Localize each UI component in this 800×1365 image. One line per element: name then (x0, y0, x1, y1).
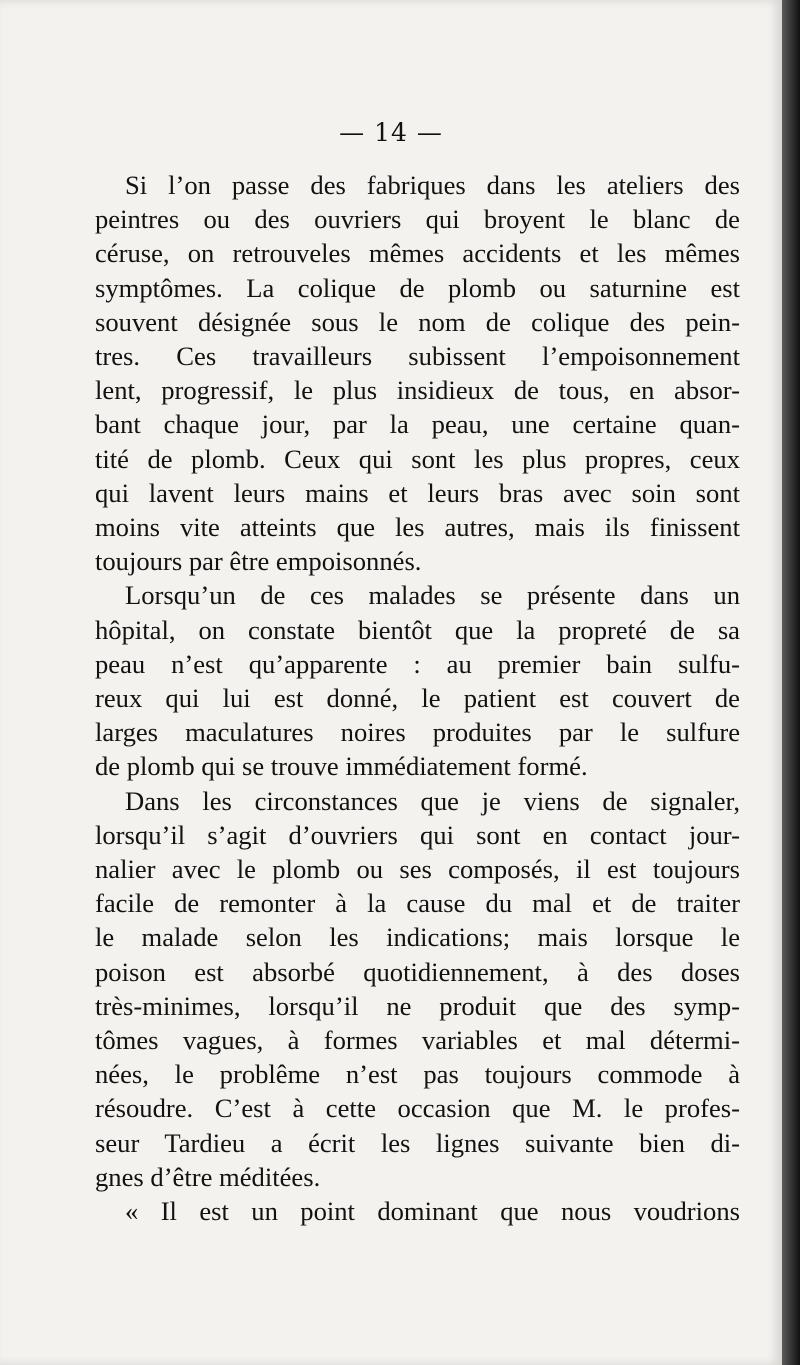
body-text (95, 168, 740, 1228)
text-line: larges maculatures noires produites par le sulfure (95, 717, 740, 748)
text-line: peau n’est qu’apparente : au premier bain sulfu- (95, 648, 740, 679)
text-line: céruse, on retrouveles mêmes accidents et les mêmes (95, 238, 740, 269)
page-number: — 14 — (339, 118, 443, 147)
text-line: moins vite atteints que les autres, mais ils finissent (95, 512, 740, 543)
text-line: tômes vagues, à formes variables et mal détermi- (95, 1025, 740, 1056)
text-line: poison est absorbé quotidiennement, à des doses (95, 956, 740, 987)
text-line: tres. Ces travailleurs subissent l’empoisonnement (95, 341, 740, 372)
text-line: nées, le problême n’est pas toujours commode à (95, 1059, 740, 1090)
text-line: seur Tardieu a écrit les lignes suivante bien di- (95, 1127, 740, 1158)
text-line: tité de plomb. Ceux qui sont les plus propres, ceux (95, 443, 740, 474)
text-line: nalier avec le plomb ou ses composés, il est toujours (95, 854, 740, 885)
text-line: souvent désignée sous le nom de colique des pein- (95, 306, 740, 337)
text-line: reux qui lui est donné, le patient est couvert de (95, 683, 740, 714)
text-line: lent, progressif, le plus insidieux de tous, en absor- (95, 375, 740, 406)
text-line: bant chaque jour, par la peau, une certaine quan- (95, 409, 740, 440)
text-line: peintres ou des ouvriers qui broyent le blanc de (95, 204, 740, 235)
text-line: facile de remonter à la cause du mal et de traiter (95, 888, 740, 919)
text-line: Dans les circonstances que je viens de signaler, (125, 785, 740, 816)
text-line: gnes d’être méditées. (95, 1161, 321, 1192)
text-line: symptômes. La colique de plomb ou saturnine est (95, 272, 740, 303)
text-line: le malade selon les indications; mais lorsque le (95, 922, 740, 953)
text-line: très-minimes, lorsqu’il ne produit que des symp- (95, 990, 740, 1021)
text-line: de plomb qui se trouve immédiatement formé. (95, 751, 588, 782)
text-line: résoudre. C’est à cette occasion que M. le profes- (95, 1093, 740, 1124)
text-line: qui lavent leurs mains et leurs bras avec soin sont (95, 477, 740, 508)
text-line: Si l’on passe des fabriques dans les ateliers des (125, 170, 740, 200)
text-line: lorsqu’il s’agit d’ouvriers qui sont en contact jour- (95, 819, 740, 850)
text-line: toujours par être empoisonnés. (95, 546, 422, 577)
text-line: Lorsqu’un de ces malades se présente dans un (125, 580, 740, 611)
page-edge-shadow (782, 0, 800, 1365)
text-line: hôpital, on constate bientôt que la propreté de sa (95, 614, 740, 645)
text-line: « Il est un point dominant que nous voudrions (125, 1196, 740, 1227)
